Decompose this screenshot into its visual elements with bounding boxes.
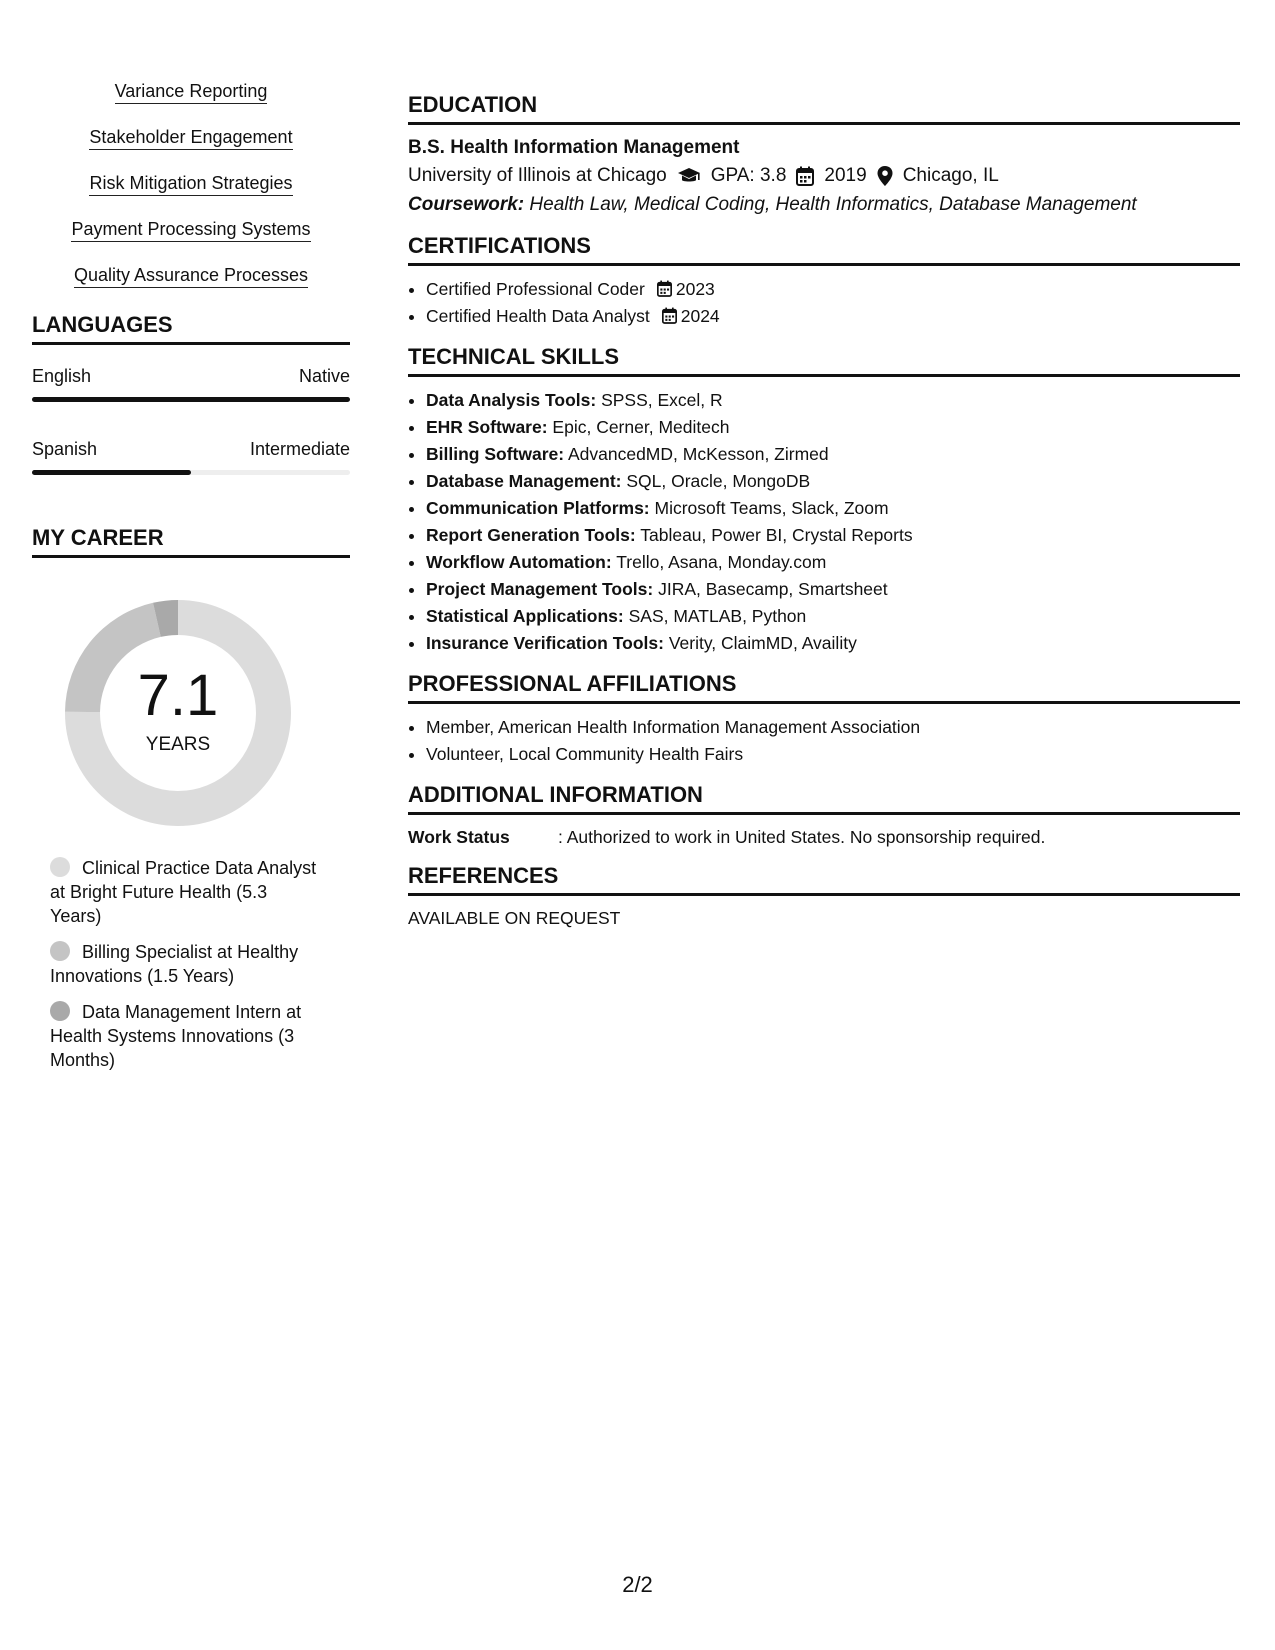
certification-item (426, 303, 1240, 330)
language-name: Spanish (32, 439, 98, 459)
skill-label: Risk Mitigation Strategies (89, 172, 292, 196)
technical-skill-item (426, 495, 1240, 522)
languages-title: LANGUAGES (32, 312, 350, 345)
certifications-title: CERTIFICATIONS (408, 233, 1240, 266)
affiliations-title: PROFESSIONAL AFFILIATIONS (408, 671, 1240, 704)
calendar-icon (662, 307, 677, 324)
degree-name: B.S. Health Information Management (408, 137, 740, 158)
technical-skill-item (426, 387, 1240, 414)
skill-item (32, 218, 350, 242)
technical-skill-item (426, 603, 1240, 630)
language-level: Intermediate (249, 439, 350, 459)
coursework (408, 191, 1240, 219)
certification-name: Certified Professional Coder (426, 279, 645, 299)
skill-tools: SQL, Oracle, MongoDB (626, 471, 811, 491)
language-row (32, 365, 350, 387)
skill-item (32, 172, 350, 196)
additional-info-title: ADDITIONAL INFORMATION (408, 782, 1240, 815)
school-name: University of Illinois at Chicago (408, 165, 667, 186)
skill-category: EHR Software: (426, 417, 548, 437)
skill-item (32, 126, 350, 150)
skill-tools: Verity, ClaimMD, Availity (668, 633, 857, 653)
language-level: Native (298, 366, 350, 386)
language-proficiency-fill (32, 397, 350, 402)
skill-tools: Trello, Asana, Monday.com (616, 552, 827, 572)
technical-skill-item (426, 522, 1240, 549)
career-title: MY CAREER (32, 525, 350, 558)
skill-label: Payment Processing Systems (71, 218, 310, 242)
affiliation-item: • Volunteer, Local Community Health Fairs (426, 741, 1240, 768)
page-number: 2/2 (622, 1572, 653, 1597)
career-section (32, 525, 350, 1072)
right-column (408, 92, 1240, 944)
skill-category: Database Management: (426, 471, 622, 491)
technical-skill-item (426, 468, 1240, 495)
career-total-unit: YEARS (145, 734, 211, 755)
career-donut-chart (65, 600, 291, 826)
skill-category: Project Management Tools: (426, 579, 654, 599)
career-legend (50, 856, 320, 1072)
legend-dot (50, 941, 70, 961)
skill-label: Variance Reporting (115, 80, 268, 104)
education-details (408, 161, 1240, 191)
additional-info-section (408, 782, 1240, 849)
calendar-icon (657, 280, 672, 297)
skill-category: Billing Software: (426, 444, 565, 464)
skill-item (32, 80, 350, 104)
legend-dot (50, 1001, 70, 1021)
technical-skill-item (426, 441, 1240, 468)
skill-category: Statistical Applications: (426, 606, 624, 626)
calendar-icon (796, 166, 814, 186)
skill-tools: SPSS, Excel, R (601, 390, 723, 410)
references-text: AVAILABLE ON REQUEST (408, 908, 621, 928)
legend-label: Billing Specialist at Healthy Innovations (1.5 Years) (50, 942, 299, 986)
legend-item (50, 1000, 320, 1072)
technical-skill-item (426, 630, 1240, 657)
affiliations-list (408, 714, 1240, 768)
skills-list (32, 80, 350, 288)
legend-dot (50, 857, 70, 877)
certification-year: 2024 (680, 306, 720, 326)
references-section (408, 863, 1240, 930)
gpa: GPA: 3.8 (710, 165, 787, 186)
certification-year: 2023 (675, 279, 715, 299)
affiliations-section (408, 671, 1240, 768)
certifications-list (408, 276, 1240, 330)
certifications-section (408, 233, 1240, 330)
skill-category: Insurance Verification Tools: (426, 633, 664, 653)
affiliation-item: • Member, American Health Information Management Association (426, 714, 1240, 741)
legend-item (50, 856, 320, 928)
language-proficiency-bar (32, 397, 350, 402)
languages-section (32, 312, 350, 475)
map-pin-icon (877, 166, 893, 186)
school-location: Chicago, IL (902, 165, 999, 186)
skill-label: Stakeholder Engagement (89, 126, 292, 150)
skill-tools: Epic, Cerner, Meditech (552, 417, 730, 437)
coursework-label: Coursework: (408, 194, 525, 215)
skill-tools: AdvancedMD, McKesson, Zirmed (567, 444, 829, 464)
technical-skill-item (426, 414, 1240, 441)
legend-label: Clinical Practice Data Analyst at Bright Future Health (5.3 Years) (50, 858, 317, 926)
certification-name: Certified Health Data Analyst (426, 306, 650, 326)
technical-skill-item (426, 576, 1240, 603)
education-title: EDUCATION (408, 92, 1240, 125)
career-total-years: 7.1 (137, 663, 219, 728)
skill-tools: JIRA, Basecamp, Smartsheet (658, 579, 888, 599)
skill-tools: Tableau, Power BI, Crystal Reports (640, 525, 913, 545)
work-status-row (408, 825, 1240, 849)
language-proficiency-bar (32, 470, 350, 475)
skill-category: Communication Platforms: (426, 498, 650, 518)
work-status-label: Work Status (408, 827, 510, 847)
skill-item (32, 264, 350, 288)
legend-label: Data Management Intern at Health Systems Innovations (3 Months) (50, 1002, 302, 1070)
certification-item (426, 276, 1240, 303)
technical-skills-title: TECHNICAL SKILLS (408, 344, 1240, 377)
donut-center (65, 600, 291, 826)
skill-label: Quality Assurance Processes (74, 264, 308, 288)
work-status-value: : Authorized to work in United States. No sponsorship required. (558, 827, 1046, 847)
skill-category: Data Analysis Tools: (426, 390, 597, 410)
references-title: REFERENCES (408, 863, 1240, 896)
left-column (32, 80, 350, 1084)
skill-tools: Microsoft Teams, Slack, Zoom (654, 498, 889, 518)
technical-skill-item (426, 549, 1240, 576)
technical-skills-list (408, 387, 1240, 657)
skill-category: Workflow Automation: (426, 552, 612, 572)
legend-item (50, 940, 320, 988)
skill-category: Report Generation Tools: (426, 525, 636, 545)
education-section (408, 92, 1240, 219)
coursework-list: Health Law, Medical Coding, Health Informatics, Database Management (529, 194, 1137, 215)
graduation-cap-icon (677, 167, 701, 185)
graduation-year: 2019 (824, 165, 867, 186)
language-proficiency-fill (32, 470, 191, 475)
skill-tools: SAS, MATLAB, Python (628, 606, 807, 626)
language-name: English (32, 366, 92, 386)
technical-skills-section (408, 344, 1240, 657)
language-row (32, 438, 350, 460)
